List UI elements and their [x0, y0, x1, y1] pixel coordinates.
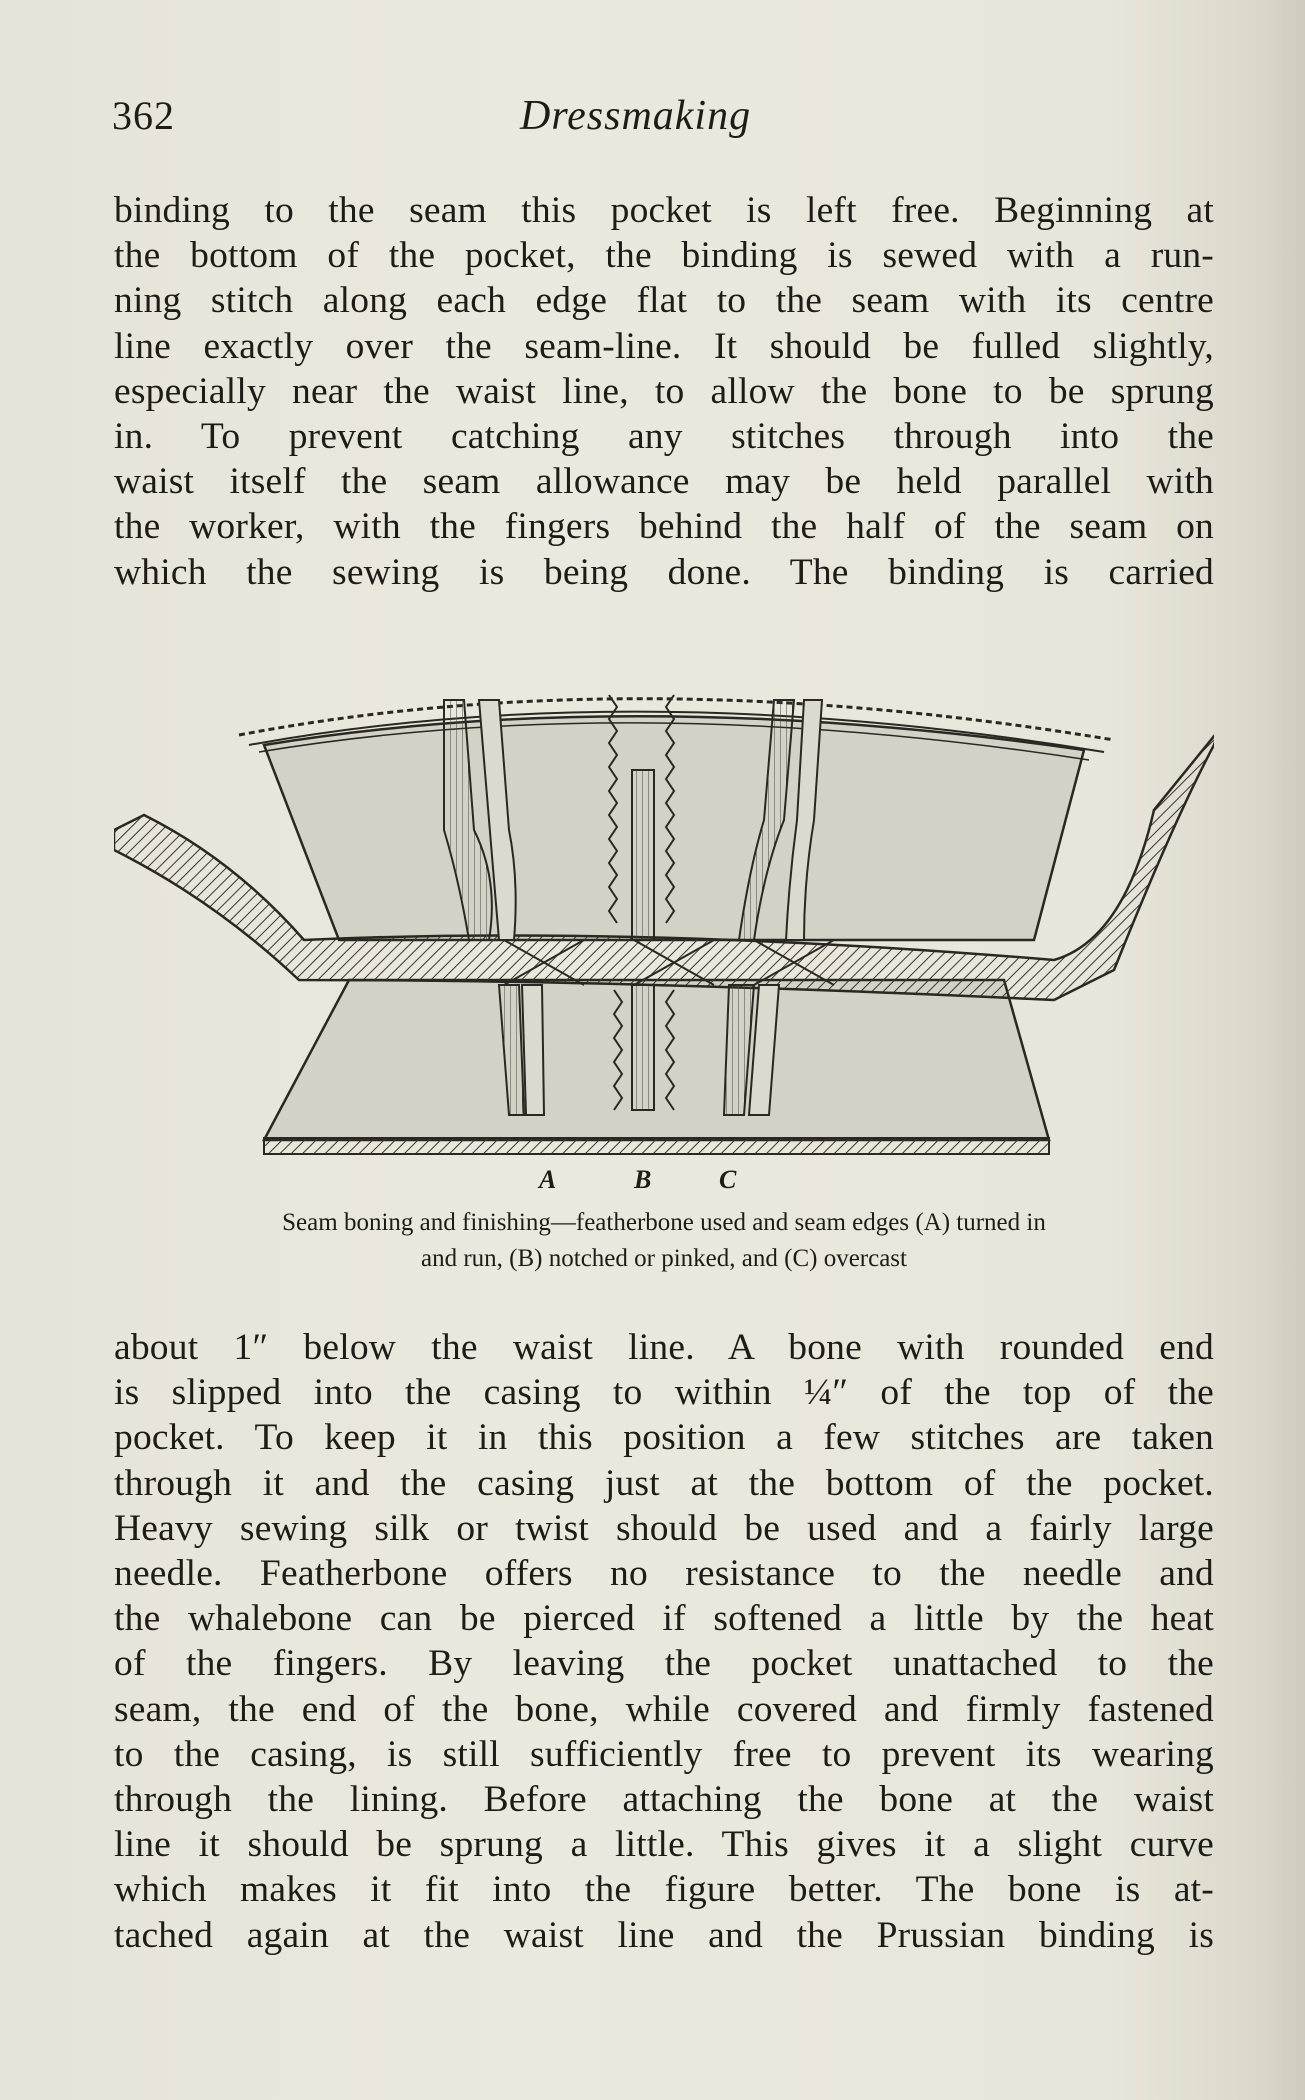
- caption-line: Seam boning and finishing—featherbone used and seam edges (A) turned in: [282, 1209, 1046, 1236]
- text-line: to the casing, is still sufficiently free to prevent its wearing: [114, 1733, 1214, 1775]
- text-line: the worker, with the fingers behind the half of the seam on: [114, 506, 1214, 548]
- text-line: of the fingers. By leaving the pocket unattached to the: [114, 1643, 1214, 1685]
- figure-caption: [114, 1205, 1214, 1277]
- page-number: 362: [112, 93, 175, 138]
- text-line: line exactly over the seam-line. It should be fulled slightly,: [114, 325, 1214, 367]
- text-line: waist itself the seam allowance may be held parallel with: [114, 461, 1214, 503]
- text-line: especially near the waist line, to allow the bone to be sprung: [114, 370, 1214, 412]
- label-c: C: [719, 1165, 737, 1194]
- text-line: about 1″ below the waist line. A bone with rounded end: [114, 1327, 1214, 1368]
- text-line: ning stitch along each edge flat to the seam with its centre: [114, 280, 1214, 322]
- text-line: line it should be sprung a little. This gives it a slight curve: [114, 1824, 1214, 1866]
- caption-line: and run, (B) notched or pinked, and (C) overcast: [421, 1245, 907, 1272]
- text-line: needle. Featherbone offers no resistance to the needle and: [114, 1553, 1214, 1595]
- text-line: which the sewing is being done. The binding is carried: [114, 551, 1214, 593]
- text-line: pocket. To keep it in this position a few stitches are taken: [114, 1417, 1214, 1459]
- label-b: B: [634, 1165, 652, 1194]
- text-line: tached again at the waist line and the Prussian binding is: [114, 1914, 1214, 1956]
- paragraph-top: [114, 188, 1214, 595]
- paragraph-bottom: [114, 1325, 1214, 1958]
- text-line: seam, the end of the bone, while covered and firmly fastened: [114, 1688, 1214, 1730]
- garment-drawing: [114, 640, 1214, 1200]
- text-line: the bottom of the pocket, the binding is sewed with a run-: [114, 235, 1214, 277]
- text-line: through it and the casing just at the bottom of the pocket.: [114, 1462, 1214, 1504]
- text-line: the whalebone can be pierced if softened a little by the heat: [114, 1598, 1214, 1640]
- running-head: Dressmaking: [520, 93, 752, 139]
- text-line: through the lining. Before attaching the bone at the waist: [114, 1779, 1214, 1821]
- text-line: which makes it fit into the figure better. The bone is at-: [114, 1869, 1214, 1911]
- lower-panel: [264, 980, 1049, 1140]
- seam-boning-illustration: [114, 640, 1214, 1200]
- text-line: is slipped into the casing to within ¼″ of the top of the: [114, 1372, 1214, 1414]
- text-line: binding to the seam this pocket is left free. Beginning at: [114, 190, 1214, 231]
- label-a: A: [539, 1165, 557, 1194]
- text-line: Heavy sewing silk or twist should be used and a fairly large: [114, 1507, 1214, 1549]
- upper-panel: [264, 716, 1084, 940]
- page-header: [112, 92, 1212, 152]
- text-line: in. To prevent catching any stitches through into the: [114, 416, 1214, 458]
